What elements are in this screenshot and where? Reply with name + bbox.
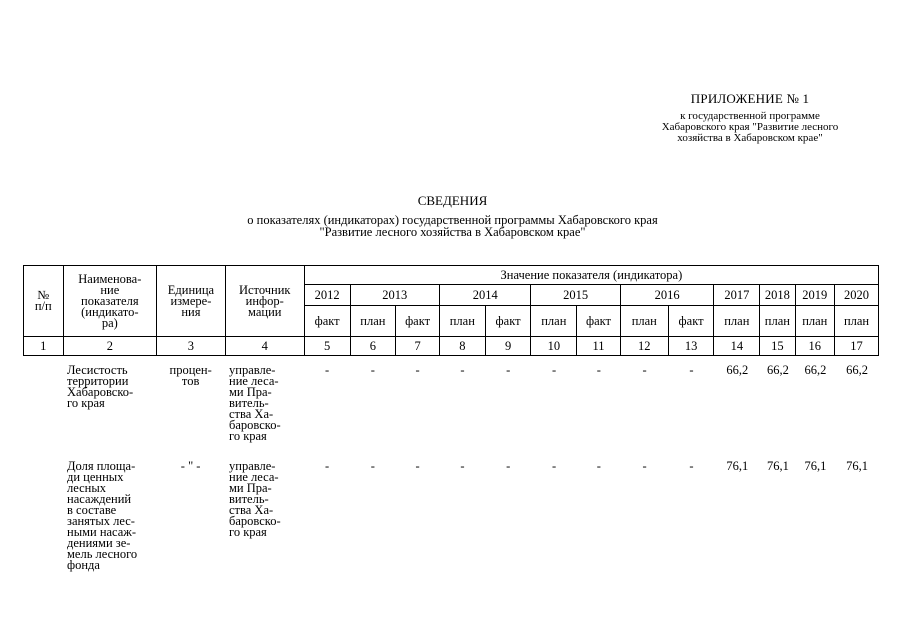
header-subcol: план: [350, 306, 396, 337]
column-number: 8: [439, 337, 485, 356]
appendix-title: ПРИЛОЖЕНИЕ № 1: [690, 91, 810, 106]
column-number: 13: [668, 337, 714, 356]
indicator-value: 66,2: [846, 363, 869, 377]
column-number: 9: [485, 337, 531, 356]
indicator-value: -: [642, 459, 647, 473]
indicator-value: -: [370, 363, 375, 377]
header-year: 2015: [531, 285, 620, 306]
appendix-line: хозяйства в Хабаровском крае": [677, 132, 823, 144]
header-year: 2016: [620, 285, 714, 306]
column-number: 10: [531, 337, 577, 356]
column-number: 17: [835, 337, 879, 356]
header-subcol: план: [835, 306, 879, 337]
header-subcol: факт: [485, 306, 531, 337]
appendix-line: к государственной программе: [680, 110, 820, 122]
document-title: СВЕДЕНИЯ: [417, 193, 488, 208]
table-row: [23, 461, 879, 591]
header-indicator-name: Наименова- ние показателя (индикато- ра): [63, 266, 157, 337]
document-subtitle-line: "Развитие лесного хозяйства в Хабаровском крае": [319, 225, 586, 239]
table-row: [23, 365, 879, 461]
indicator-value: 76,1: [846, 459, 869, 473]
header-subcol: план: [620, 306, 668, 337]
header-subcol: план: [439, 306, 485, 337]
header-year: 2020: [835, 285, 879, 306]
header-unit: Единица измере- ния: [157, 266, 226, 337]
indicator-value: 66,2: [726, 363, 749, 377]
header-year: 2013: [350, 285, 439, 306]
indicator-value: 66,2: [804, 363, 827, 377]
header-year: 2014: [439, 285, 531, 306]
column-number: 3: [157, 337, 226, 356]
column-number: 6: [350, 337, 396, 356]
indicator-value: -: [506, 459, 511, 473]
column-number: 5: [304, 337, 350, 356]
indicator-value: 76,1: [726, 459, 749, 473]
indicator-value: -: [596, 363, 601, 377]
appendix-block: [600, 92, 900, 144]
indicator-value: -: [324, 363, 330, 377]
indicator-value: -: [596, 459, 601, 473]
indicator-name: Лесистость территории Хабаровско- го края: [67, 363, 134, 410]
header-year: 2012: [304, 285, 350, 306]
indicator-source: управле- ние леса- ми Пра- витель- ства Ха- баровско- го края: [229, 459, 281, 539]
indicator-value: -: [689, 363, 694, 377]
column-number: 1: [24, 337, 64, 356]
indicators-table-header: [23, 265, 879, 356]
column-number: 4: [225, 337, 304, 356]
column-number: 16: [795, 337, 835, 356]
indicator-value: -: [460, 459, 465, 473]
indicator-source: управле- ние леса- ми Пра- витель- ства Ха- баровско- го края: [229, 363, 281, 443]
header-value-group: Значение показателя (индикатора): [304, 266, 878, 285]
indicator-value: -: [506, 363, 511, 377]
indicator-value: -: [415, 363, 420, 377]
appendix-line: Хабаровского края "Развитие лесного: [661, 121, 839, 133]
header-number: № п/п: [24, 266, 64, 337]
indicator-unit: процен- тов: [169, 363, 212, 388]
header-subcol: факт: [304, 306, 350, 337]
header-year: 2018: [760, 285, 795, 306]
column-number: 2: [63, 337, 157, 356]
header-year: 2019: [795, 285, 835, 306]
header-subcol: план: [760, 306, 795, 337]
column-number: 14: [714, 337, 760, 356]
column-number: 15: [760, 337, 795, 356]
appendix-subtitle: [600, 111, 900, 144]
header-subcol: факт: [577, 306, 621, 337]
indicator-unit: - " -: [180, 459, 201, 473]
header-subcol: факт: [396, 306, 440, 337]
header-subcol: план: [531, 306, 577, 337]
indicator-value: 76,1: [804, 459, 827, 473]
header-year: 2017: [714, 285, 760, 306]
indicator-value: -: [551, 363, 557, 377]
header-subcol: факт: [668, 306, 714, 337]
column-number: 12: [620, 337, 668, 356]
indicator-value: -: [551, 459, 557, 473]
indicator-name: Доля площа- ди ценных лесных насаждений в составе занятых лес- ными насаж- дениями зе- мель лесного фонда: [67, 459, 138, 572]
indicator-value: 66,2: [766, 363, 789, 377]
column-number: 7: [396, 337, 440, 356]
indicator-value: -: [370, 459, 375, 473]
indicator-value: -: [689, 459, 694, 473]
header-source: Источник инфор- мации: [225, 266, 304, 337]
document-subtitle-line: о показателях (индикаторах) государственной программы Хабаровского края: [247, 213, 658, 227]
document-subtitle: [0, 214, 905, 238]
indicator-value: -: [324, 459, 330, 473]
indicators-table-body: [23, 365, 879, 591]
indicator-value: -: [415, 459, 420, 473]
column-number: 11: [577, 337, 621, 356]
indicator-value: -: [460, 363, 465, 377]
header-subcol: план: [795, 306, 835, 337]
header-subcol: план: [714, 306, 760, 337]
indicator-value: 76,1: [766, 459, 789, 473]
indicator-value: -: [642, 363, 647, 377]
